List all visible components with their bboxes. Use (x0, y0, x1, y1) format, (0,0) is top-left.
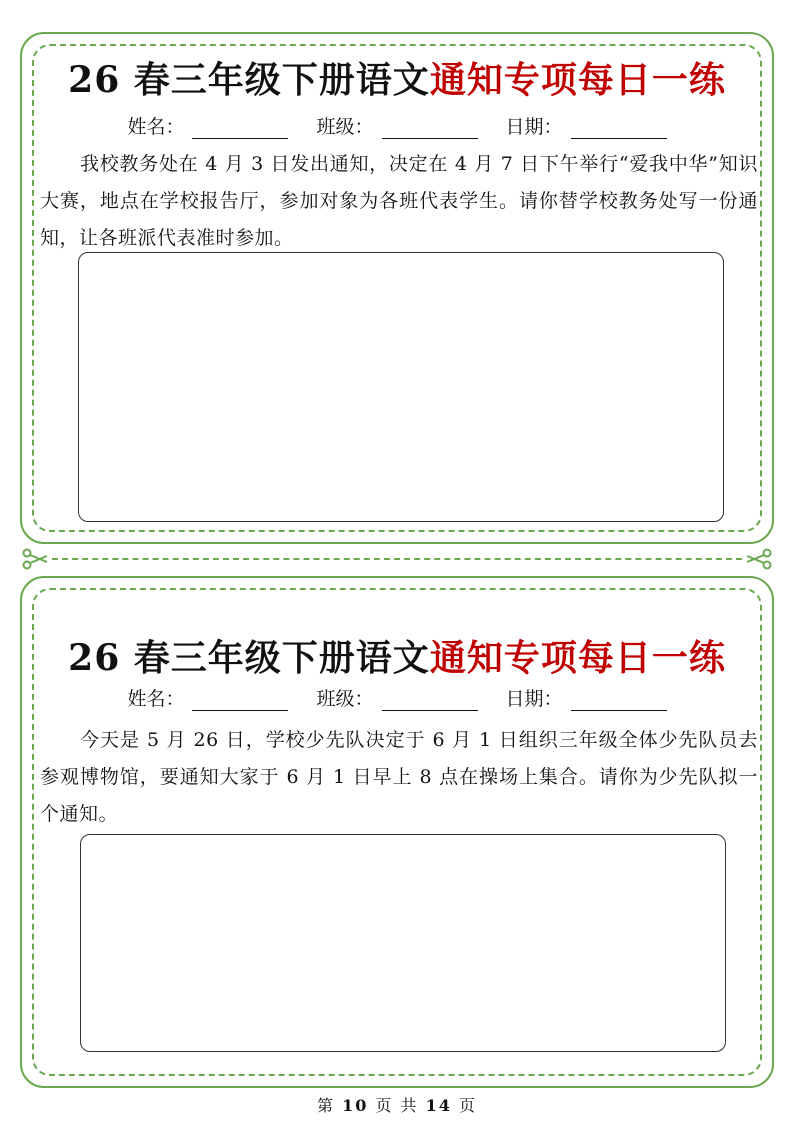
date-field[interactable] (506, 684, 667, 711)
class-blank[interactable] (382, 120, 478, 139)
date-label: 日期： (505, 116, 563, 138)
title-red-part: 通知专项每日一练 (429, 59, 726, 101)
student-info-row (22, 112, 772, 139)
task-prompt: 今天是 5 月 26 日，学校少先队决定于 6 月 1 日组织三年级全体少先队员去参观博物馆，要通知大家于 6 月 1 日早上 8 点在操场上集合。请你为少先队拟一个通知。 (40, 729, 758, 825)
date-label: 日期： (505, 688, 563, 710)
total-page-number: 14 (425, 1096, 452, 1115)
class-field[interactable] (316, 684, 477, 711)
worksheet-title (22, 52, 772, 103)
class-field[interactable] (316, 112, 477, 139)
task-prompt: 我校教务处在 4 月 3 日发出通知，决定在 4 月 7 日下午举行“爱我中华”知识大赛，地点在学校报告厅，参加对象为各班代表学生。请你替学校教务处写一份通知，让各班派代表准时参加。 (40, 153, 758, 249)
cut-dashed-line (52, 558, 742, 560)
scissors-icon (746, 548, 772, 570)
date-blank[interactable] (571, 692, 667, 711)
page-footer (0, 1093, 794, 1116)
name-blank[interactable] (192, 120, 288, 139)
footer-suffix: 页 (459, 1096, 478, 1115)
class-label: 班级： (316, 688, 374, 710)
answer-box[interactable] (80, 834, 726, 1052)
current-page-number: 10 (342, 1096, 369, 1115)
name-field[interactable] (127, 112, 288, 139)
worksheet-title (22, 630, 772, 681)
title-black-part: 26 春三年级下册语文 (68, 637, 430, 679)
date-field[interactable] (506, 112, 667, 139)
answer-box[interactable] (78, 252, 724, 522)
scissors-icon (22, 548, 48, 570)
footer-mid: 页 共 (375, 1096, 419, 1115)
class-label: 班级： (316, 116, 374, 138)
worksheet-card-2 (20, 576, 774, 1088)
name-label: 姓名： (127, 688, 185, 710)
name-field[interactable] (127, 684, 288, 711)
title-red-part: 通知专项每日一练 (429, 637, 726, 679)
footer-prefix: 第 (316, 1096, 335, 1115)
title-black-part: 26 春三年级下册语文 (68, 59, 430, 101)
worksheet-card-1 (20, 32, 774, 544)
name-label: 姓名： (127, 116, 185, 138)
name-blank[interactable] (192, 692, 288, 711)
cut-line (26, 548, 768, 570)
student-info-row (22, 684, 772, 711)
date-blank[interactable] (571, 120, 667, 139)
class-blank[interactable] (382, 692, 478, 711)
